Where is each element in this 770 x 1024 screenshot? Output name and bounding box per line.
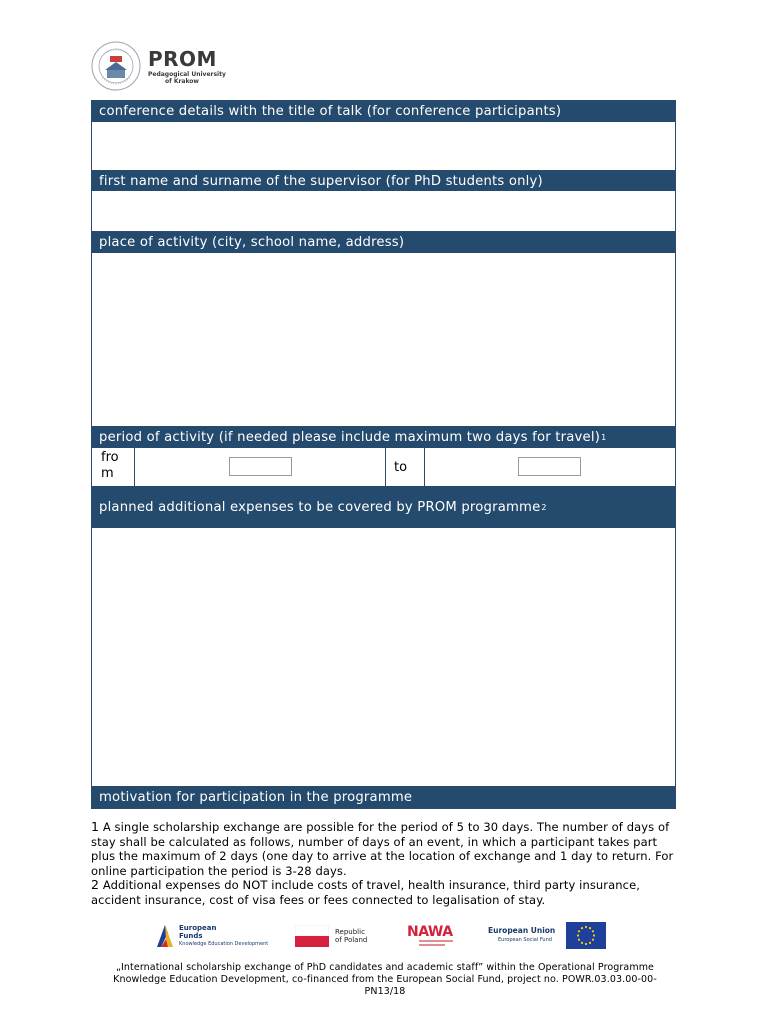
to-label: to (386, 448, 425, 486)
european-funds-line1: European (179, 924, 217, 932)
logo-subtitle-line2: of Krakow (165, 78, 199, 85)
footnote-2-text: Additional expenses do NOT include costs of travel, health insurance, third party insurance, accident insurance, cost of visa fees or fees connected to legalisation of stay. (91, 878, 641, 907)
eu-flag-icon (566, 922, 606, 949)
period-row (92, 448, 675, 486)
from-date-input[interactable] (229, 457, 292, 476)
nawa-tagline-line (419, 940, 453, 942)
period-of-activity-label: period of activity (if needed please include maximum two days for travel) (99, 430, 601, 445)
republic-of-poland-logo (295, 920, 380, 952)
footer-line2: Knowledge Education Development, co-financed from the European Social Fund, project no. POWR.03.03.00-00- (113, 974, 657, 985)
motivation-header (92, 787, 675, 808)
footnote-ref-2: 2 (541, 502, 547, 512)
to-date-input[interactable] (518, 457, 581, 476)
planned-expenses-field[interactable] (92, 528, 675, 787)
logo-wordmark: PROM (148, 47, 217, 71)
from-label: fro m (92, 448, 135, 486)
period-of-activity-header (92, 427, 675, 448)
european-funds-icon (155, 923, 175, 949)
supervisor-header (92, 171, 675, 191)
place-of-activity-label: place of activity (city, school name, address) (99, 235, 405, 250)
eu-line2: European Social Fund (498, 937, 552, 943)
supervisor-label: first name and surname of the supervisor (for PhD students only) (99, 173, 543, 189)
footer-line3: PN13/18 (364, 986, 406, 997)
european-funds-line2: Funds (179, 932, 203, 940)
footer (80, 962, 690, 998)
planned-expenses-header (92, 486, 675, 528)
conference-details-label: conference details with the title of talk (for conference participants) (99, 104, 562, 119)
footnote-2-number: 2 (91, 877, 100, 892)
footnote-ref-1: 1 (601, 433, 607, 442)
poland-line2: of Poland (335, 936, 368, 944)
planned-expenses-label: planned additional expenses to be covered by PROM programme (99, 499, 541, 515)
european-funds-logo (155, 920, 270, 952)
european-funds-line3: Knowledge Education Development (179, 941, 269, 947)
footnote-2 (91, 878, 676, 907)
european-union-logo (488, 920, 613, 952)
footer-line1: „International scholarship exchange of PhD candidates and academic staff” within the Operational Programme (116, 962, 654, 973)
nawa-wordmark: NAWA (407, 924, 453, 940)
footnote-1 (91, 820, 676, 878)
footnotes (91, 820, 676, 907)
polish-flag-icon (295, 925, 329, 947)
nawa-tagline-line-2 (419, 944, 445, 946)
eu-line1: European Union (488, 926, 556, 935)
place-of-activity-field[interactable] (92, 253, 675, 427)
supervisor-field[interactable] (92, 191, 675, 232)
prom-logo (90, 40, 230, 92)
conference-details-header (92, 101, 675, 122)
motivation-label: motivation for participation in the programme (99, 790, 413, 805)
footnote-1-number: 1 (91, 819, 100, 834)
funding-logos (155, 920, 615, 952)
place-of-activity-header (92, 232, 675, 253)
logo-subtitle-line1: Pedagogical University (148, 71, 226, 78)
conference-details-field[interactable] (92, 122, 675, 171)
poland-line1: Republic (335, 928, 365, 936)
university-seal-icon (90, 40, 142, 92)
from-date-cell (135, 448, 386, 486)
footnote-1-text: A single scholarship exchange are possible for the period of 5 to 30 days. The number of days of stay shall be calculated as follows, number of days of an event, in which a participant takes part plus the maximum of 2 days (one day to arrive at the location of exchange and 1 day to return. For online participation the period is 3-28 days. (91, 820, 674, 878)
application-form (91, 100, 676, 809)
nawa-logo (405, 920, 465, 952)
to-date-cell (425, 448, 675, 486)
